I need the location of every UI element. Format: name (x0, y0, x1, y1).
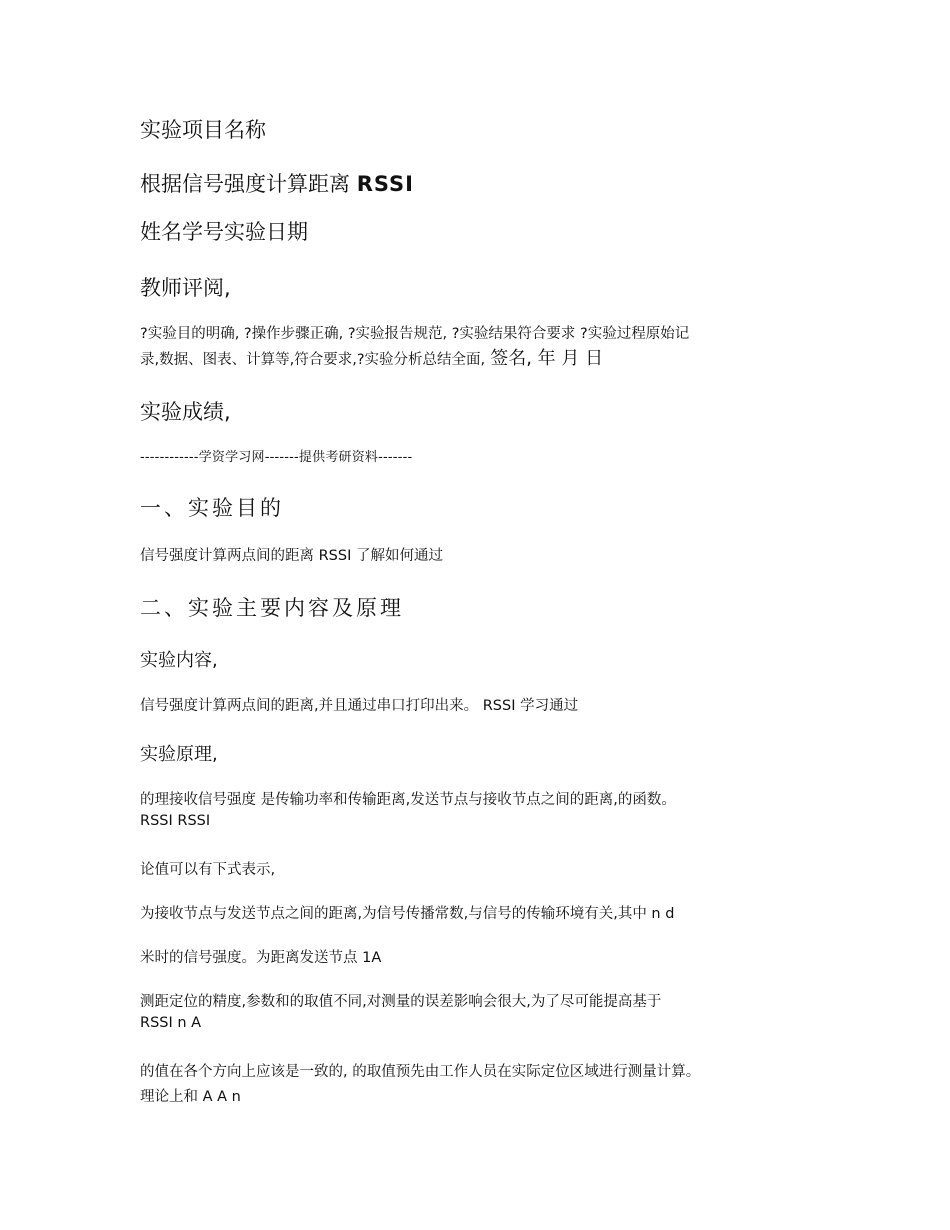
report-title-text: 根据信号强度计算距离 (140, 172, 350, 196)
review-criteria-text: 录,数据、图表、计算等,符合要求,?实验分析总结全面, (140, 352, 486, 368)
principle-paragraph-6-line-2: 理论上和 A A n (140, 1089, 241, 1105)
section-2-heading: 二、实验主要内容及原理 (140, 596, 404, 620)
content-text: 信号强度计算两点间的距离,并且通过串口打印出来。 RSSI 学习通过 (140, 698, 579, 714)
section-1-heading: 一、实验目的 (140, 496, 284, 520)
principle-paragraph-2: 论值可以有下式表示, (140, 862, 276, 878)
section-1-text: 信号强度计算两点间的距离 RSSI 了解如何通过 (140, 548, 443, 564)
principle-paragraph-5-line-1: 测距定位的精度,参数和的取值不同,对测量的误差影响会很大,为了尽可能提高基于 (140, 994, 662, 1010)
signature-date-line: 签名, 年 月 日 (490, 348, 604, 369)
review-criteria-line-1: ?实验目的明确, ?操作步骤正确, ?实验报告规范, ?实验结果符合要求 ?实验过程原始记 (140, 326, 690, 342)
grade-label: 实验成绩, (140, 400, 231, 424)
principle-paragraph-1-line-2: RSSI RSSI (140, 813, 211, 829)
principle-label: 实验原理, (140, 744, 218, 765)
principle-paragraph-3: 为接收节点与发送节点之间的距离,为信号传播常数,与信号的传输环境有关,其中 n d (140, 906, 675, 922)
teacher-review-label: 教师评阅, (140, 276, 231, 300)
principle-paragraph-6-line-1: 的值在各个方向上应该是一致的, 的取值预先由工作人员在实际定位区域进行测量计算。 (140, 1064, 701, 1080)
content-label: 实验内容, (140, 650, 218, 671)
principle-paragraph-5-line-2: RSSI n A (140, 1015, 202, 1031)
project-name-label: 实验项目名称 (140, 118, 266, 142)
report-title (140, 168, 414, 198)
report-title-rssi: RSSI (356, 172, 414, 196)
student-info-line: 姓名学号实验日期 (140, 220, 308, 244)
source-divider: ------------学资学习网-------提供考研资料------- (140, 450, 413, 465)
review-criteria-line-2 (140, 344, 603, 370)
principle-paragraph-1-line-1: 的理接收信号强度 是传输功率和传输距离,发送节点与接收节点之间的距离,的函数。 (140, 792, 676, 808)
principle-paragraph-4: 米时的信号强度。为距离发送节点 1A (140, 950, 382, 966)
